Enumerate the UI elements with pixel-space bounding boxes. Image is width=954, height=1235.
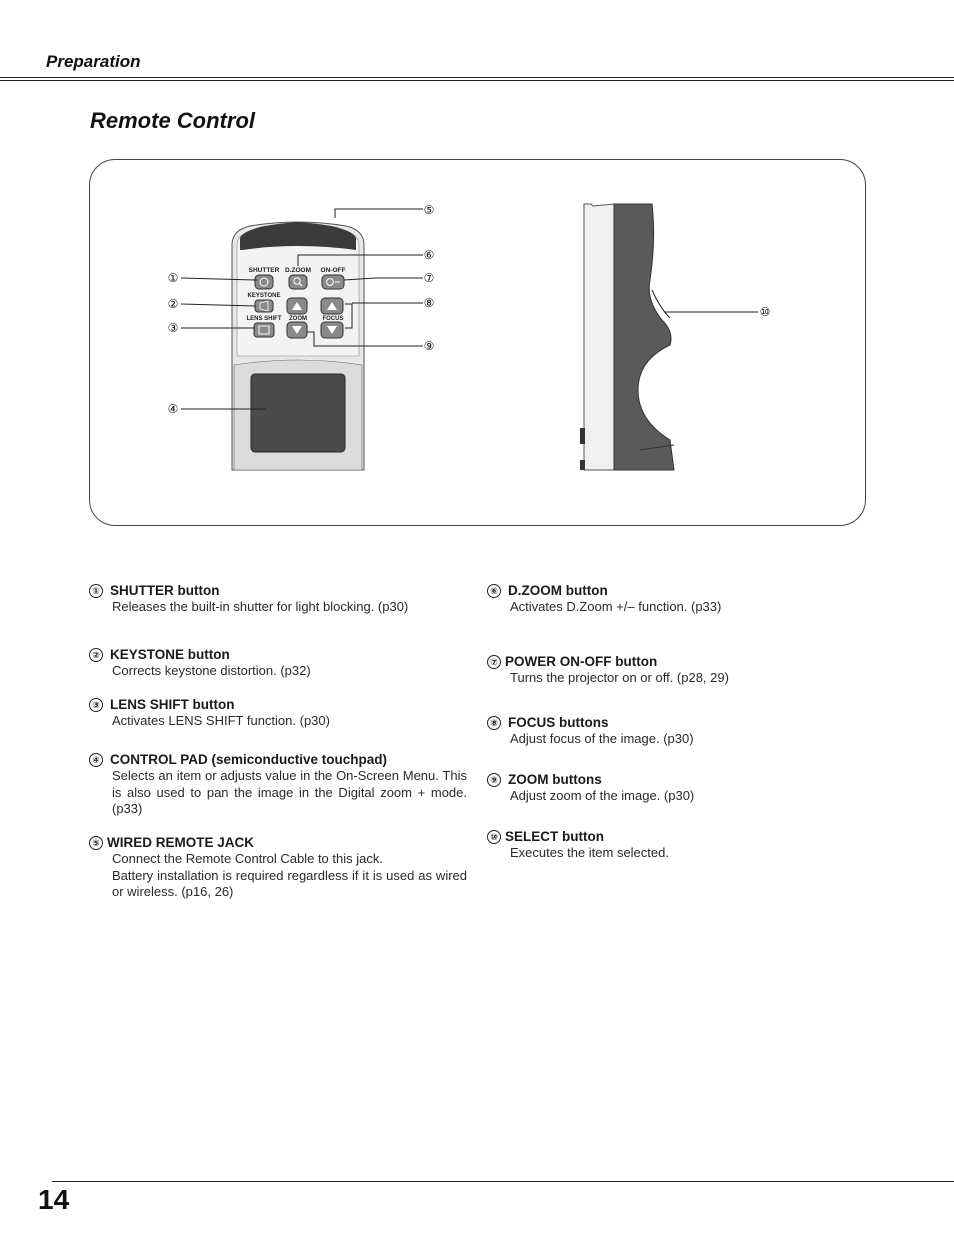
item-number: ① xyxy=(89,584,103,598)
item-number: ⑤ xyxy=(89,836,103,850)
item-dzoom xyxy=(487,583,787,616)
lens-shift-label: LENS SHIFT xyxy=(246,316,282,322)
item-title: D.ZOOM button xyxy=(508,583,608,598)
item-control-pad xyxy=(89,752,467,818)
callout-1: ① xyxy=(167,271,179,285)
item-select xyxy=(487,829,787,862)
remote-side-view xyxy=(580,204,674,470)
item-number: ⑥ xyxy=(487,584,501,598)
item-title: SELECT button xyxy=(505,829,604,844)
item-zoom xyxy=(487,772,787,805)
item-description: Adjust focus of the image. (p30) xyxy=(510,731,694,746)
remote-control-figure xyxy=(89,159,866,526)
callout-9: ⑨ xyxy=(423,339,435,353)
callout-2: ② xyxy=(167,297,179,311)
item-title: KEYSTONE button xyxy=(110,647,230,662)
item-description: Releases the built-in shutter for light blocking. (p30) xyxy=(112,599,409,614)
item-description: Battery installation is required regardless if it is used as wired or wireless. (p16, 26) xyxy=(112,867,467,899)
page-title: Remote Control xyxy=(90,108,255,133)
item-title: SHUTTER button xyxy=(110,583,220,598)
item-number: ④ xyxy=(89,753,103,767)
item-keystone xyxy=(89,647,467,680)
item-power-on-off xyxy=(487,654,787,687)
item-wired-remote-jack xyxy=(89,835,467,901)
item-number: ⑧ xyxy=(487,716,501,730)
header-rule xyxy=(0,77,954,78)
shutter-label: SHUTTER xyxy=(248,267,280,274)
item-number: ② xyxy=(89,648,103,662)
dzoom-button-graphic xyxy=(289,275,307,289)
item-description: Executes the item selected. xyxy=(510,845,669,860)
item-title: ZOOM buttons xyxy=(508,772,602,787)
callout-4: ④ xyxy=(167,402,179,416)
header-rule-secondary xyxy=(0,80,954,81)
item-number: ③ xyxy=(89,698,103,712)
item-number: ⑦ xyxy=(487,655,501,669)
shutter-button-graphic xyxy=(255,275,273,289)
keystone-label: KEYSTONE xyxy=(247,293,281,299)
item-lens-shift xyxy=(89,697,467,730)
item-description: Turns the projector on or off. (p28, 29) xyxy=(510,670,729,685)
callout-10: ⑩ xyxy=(759,305,771,319)
item-description: Adjust zoom of the image. (p30) xyxy=(510,788,695,803)
remote-control-illustration xyxy=(90,160,865,525)
item-description: Activates LENS SHIFT function. (p30) xyxy=(112,713,330,728)
item-title: WIRED REMOTE JACK xyxy=(107,835,255,850)
item-title: LENS SHIFT button xyxy=(110,697,235,712)
callout-6: ⑥ xyxy=(423,248,435,262)
item-description: Selects an item or adjusts value in the On-Screen Menu. This is also used to pan the image in the Digital zoom + mode. (p33) xyxy=(112,768,467,816)
zoom-label: ZOOM xyxy=(289,316,307,322)
item-description: Activates D.Zoom +/– function. (p33) xyxy=(510,599,722,614)
focus-label: FOCUS xyxy=(322,316,344,322)
item-description: Corrects keystone distortion. (p32) xyxy=(112,663,311,678)
onoff-label: ON-OFF xyxy=(320,267,346,274)
section-label: Preparation xyxy=(46,52,141,71)
callout-7: ⑦ xyxy=(423,271,435,285)
item-description: Connect the Remote Control Cable to this jack. xyxy=(112,851,383,866)
item-number: ⑨ xyxy=(487,773,501,787)
item-shutter xyxy=(89,583,467,616)
lens-shift-button-graphic xyxy=(254,323,274,337)
footer-rule xyxy=(52,1181,954,1182)
callout-5: ⑤ xyxy=(423,203,435,217)
item-number: ⑩ xyxy=(487,830,501,844)
callout-3: ③ xyxy=(167,321,179,335)
dzoom-label: D.ZOOM xyxy=(285,267,311,274)
item-title: FOCUS buttons xyxy=(508,715,609,730)
item-focus xyxy=(487,715,787,748)
callout-8: ⑧ xyxy=(423,296,435,310)
item-title: CONTROL PAD (semiconductive touchpad) xyxy=(110,752,388,767)
item-title: POWER ON-OFF button xyxy=(505,654,658,669)
page-number: 14 xyxy=(38,1184,70,1215)
